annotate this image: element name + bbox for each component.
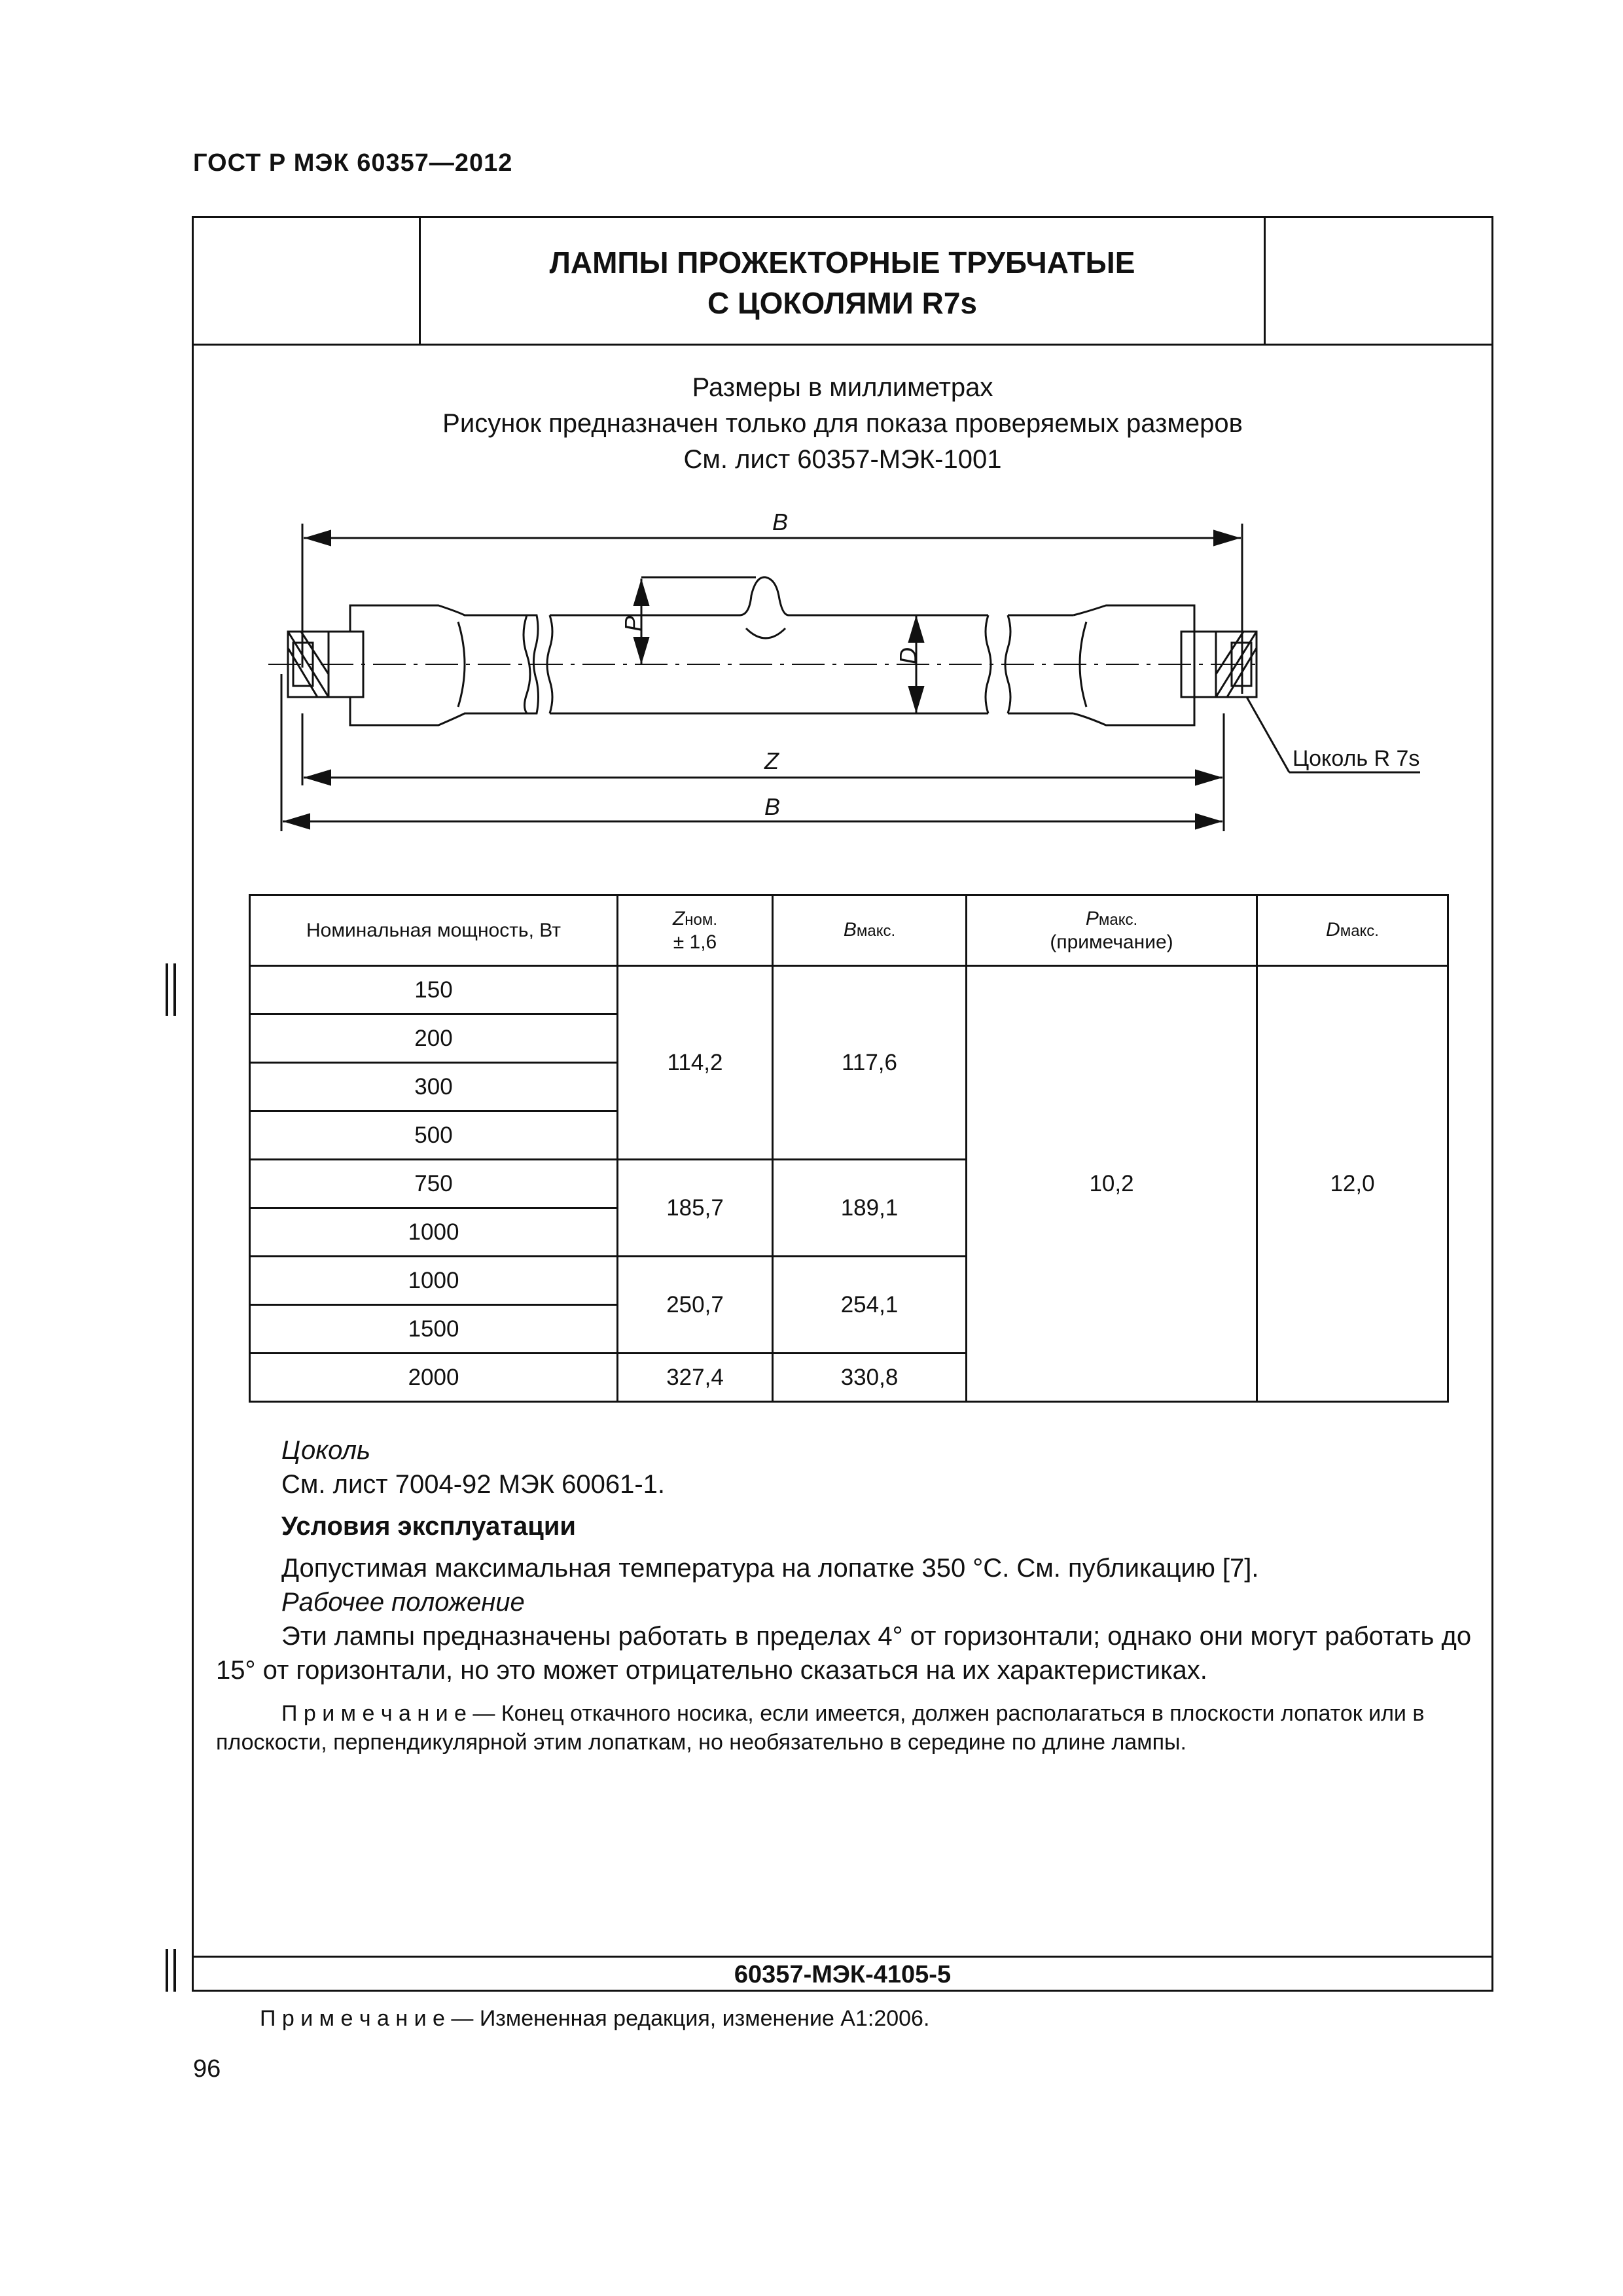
z-cell: 114,2 <box>618 966 773 1160</box>
b-cell: 254,1 <box>773 1257 967 1354</box>
reference-note: См. лист 60357-МЭК-1001 <box>683 445 1002 474</box>
dim-label-z: Z <box>764 747 779 774</box>
title-block-left-cell <box>192 216 421 344</box>
title-block-right-cell <box>1264 216 1493 344</box>
lamp-spec-table <box>249 894 1449 1403</box>
lamp-drawing <box>262 497 1453 864</box>
header-d: Dмакс. <box>1257 895 1448 966</box>
change-mark <box>173 963 176 1016</box>
position-heading: Рабочее положение <box>281 1588 525 1617</box>
power-cell: 2000 <box>250 1354 618 1402</box>
power-cell: 750 <box>250 1160 618 1208</box>
change-mark <box>173 1949 176 1992</box>
sheet-title-line2: С ЦОКОЛЯМИ R7s <box>707 286 977 320</box>
bottom-note: П р и м е ч а н и е — Измененная редакция, изменение А1:2006. <box>260 2006 930 2031</box>
cap-heading: Цоколь <box>281 1436 371 1465</box>
cap-r7s-label: Цоколь R 7s <box>1293 746 1420 771</box>
power-cell: 150 <box>250 966 618 1014</box>
power-cell: 1000 <box>250 1257 618 1305</box>
d-cell: 12,0 <box>1257 966 1448 1402</box>
notes-section <box>216 1433 1479 1757</box>
units-note: Размеры в миллиметрах <box>692 373 993 402</box>
conditions-heading: Условия эксплуатации <box>281 1512 576 1541</box>
drawing-meta <box>192 370 1493 478</box>
change-mark <box>166 963 168 1016</box>
note-paragraph: П р и м е ч а н и е — Конец откачного носика, если имеется, должен располагаться в плоскости лопаток или в плоскости, перпендикулярной этим лопаткам, но необязательно в середине по длине лампы. <box>216 1701 1425 1755</box>
z-cell: 185,7 <box>618 1160 773 1257</box>
dim-label-b-top: B <box>772 509 789 535</box>
power-cell: 200 <box>250 1014 618 1063</box>
z-cell: 327,4 <box>618 1354 773 1402</box>
power-cell: 1000 <box>250 1208 618 1257</box>
power-cell: 300 <box>250 1063 618 1111</box>
document-header: ГОСТ Р МЭК 60357—2012 <box>193 149 513 177</box>
position-text: Эти лампы предназначены работать в пределах 4° от горизонтали; однако они могут работать до 15° от горизонтали, но это может отрицательно сказаться на их характеристиках. <box>216 1622 1472 1685</box>
purpose-note: Рисунок предназначен только для показа проверяемых размеров <box>442 409 1243 438</box>
power-cell: 1500 <box>250 1305 618 1354</box>
header-z: Zном. ± 1,6 <box>618 895 773 966</box>
cap-reference: См. лист 7004-92 МЭК 60061-1. <box>281 1470 666 1499</box>
dim-label-d: D <box>895 647 921 664</box>
header-power: Номинальная мощность, Вт <box>250 895 618 966</box>
sheet-title-line1: ЛАМПЫ ПРОЖЕКТОРНЫЕ ТРУБЧАТЫЕ <box>549 245 1135 279</box>
dim-label-p: P <box>620 615 647 632</box>
p-cell: 10,2 <box>967 966 1257 1402</box>
sheet-code: 60357-МЭК-4105-5 <box>192 1956 1493 1992</box>
header-b: Bмакс. <box>773 895 967 966</box>
b-cell: 330,8 <box>773 1354 967 1402</box>
page-number: 96 <box>193 2055 221 2083</box>
b-cell: 189,1 <box>773 1160 967 1257</box>
header-p: Pмакс. (примечание) <box>967 895 1257 966</box>
change-mark <box>166 1949 168 1992</box>
title-block <box>192 216 1493 346</box>
b-cell: 117,6 <box>773 966 967 1160</box>
power-cell: 500 <box>250 1111 618 1160</box>
temperature-text: Допустимая максимальная температура на лопатке 350 °С. См. публикацию [7]. <box>281 1554 1259 1583</box>
dim-label-b-bottom: B <box>764 793 781 820</box>
z-cell: 250,7 <box>618 1257 773 1354</box>
sheet-title <box>421 242 1264 323</box>
